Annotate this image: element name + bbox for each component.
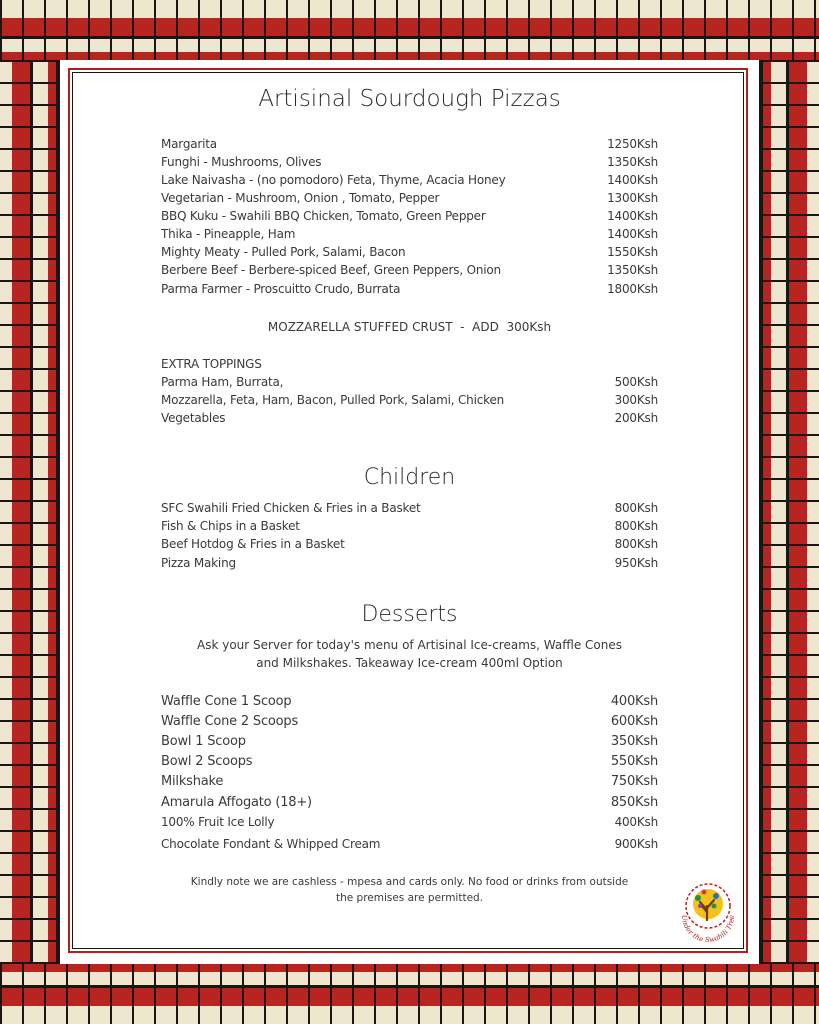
menu-item: Waffle Cone 1 Scoop 400Ksh — [161, 694, 658, 709]
menu-item: Funghi - Mushrooms, Olives 1350Ksh — [161, 155, 658, 169]
footer-note-line1: Kindly note we are cashless - mpesa and cards only. No food or drinks from outside — [190, 876, 629, 888]
menu-item: Thika - Pineapple, Ham 1400Ksh — [161, 227, 658, 241]
desserts-title: Desserts — [361, 602, 458, 627]
menu-item: Bowl 2 Scoops 550Ksh — [161, 754, 658, 769]
menu-item: Vegetables 200Ksh — [161, 411, 658, 425]
children-title: Children — [363, 465, 456, 490]
extra-toppings-heading: EXTRA TOPPINGS — [161, 357, 262, 371]
menu-item: Bowl 1 Scoop 350Ksh — [161, 734, 658, 749]
stuffed-crust-note: MOZZARELLA STUFFED CRUST - ADD 300Ksh — [267, 320, 552, 334]
menu-item: Vegetarian - Mushroom, Onion , Tomato, Pepper 1300Ksh — [161, 191, 658, 205]
menu-item: 100% Fruit Ice Lolly 400Ksh — [161, 815, 658, 829]
desserts-note-line2: and Milkshakes. Takeaway Ice-cream 400ml Option — [256, 656, 563, 670]
menu-item: Fish & Chips in a Basket 800Ksh — [161, 519, 658, 533]
menu-item: Berbere Beef - Berbere-spiced Beef, Green Peppers, Onion 1350Ksh — [161, 263, 658, 277]
pizzas-title: Artisinal Sourdough Pizzas — [258, 86, 561, 112]
desserts-note-line1: Ask your Server for today's menu of Artisinal Ice-creams, Waffle Cones — [197, 638, 622, 652]
menu-item: Chocolate Fondant & Whipped Cream 900Ksh — [161, 837, 658, 851]
menu-item: Parma Farmer - Proscuitto Crudo, Burrata 1800Ksh — [161, 282, 658, 296]
menu-item: Mighty Meaty - Pulled Pork, Salami, Bacon 1550Ksh — [161, 245, 658, 259]
menu-item: Mozzarella, Feta, Ham, Bacon, Pulled Pork, Salami, Chicken 300Ksh — [161, 393, 658, 407]
svg-text:Under the Swahili Tree: Under the Swahili Tree — [679, 914, 737, 944]
menu-item: Beef Hotdog & Fries in a Basket 800Ksh — [161, 537, 658, 551]
footer-note-line2: the premises are permitted. — [335, 892, 484, 904]
menu-item: Amarula Affogato (18+) 850Ksh — [161, 795, 658, 810]
menu-item: Margarita 1250Ksh — [161, 137, 658, 151]
menu-item: Pizza Making 950Ksh — [161, 556, 658, 570]
restaurant-logo — [674, 876, 742, 944]
menu-item: BBQ Kuku - Swahili BBQ Chicken, Tomato, Green Pepper 1400Ksh — [161, 209, 658, 223]
decorative-border-bottom — [0, 964, 819, 1024]
decorative-border-left — [0, 60, 60, 964]
menu-item: SFC Swahili Fried Chicken & Fries in a Basket 800Ksh — [161, 501, 658, 515]
menu-item: Milkshake 750Ksh — [161, 774, 658, 789]
decorative-border-top — [0, 0, 819, 60]
menu-item: Parma Ham, Burrata, 500Ksh — [161, 375, 658, 389]
menu-item: Lake Naivasha - (no pomodoro) Feta, Thyme, Acacia Honey 1400Ksh — [161, 173, 658, 187]
menu-item: Waffle Cone 2 Scoops 600Ksh — [161, 714, 658, 729]
decorative-border-right — [759, 60, 819, 964]
